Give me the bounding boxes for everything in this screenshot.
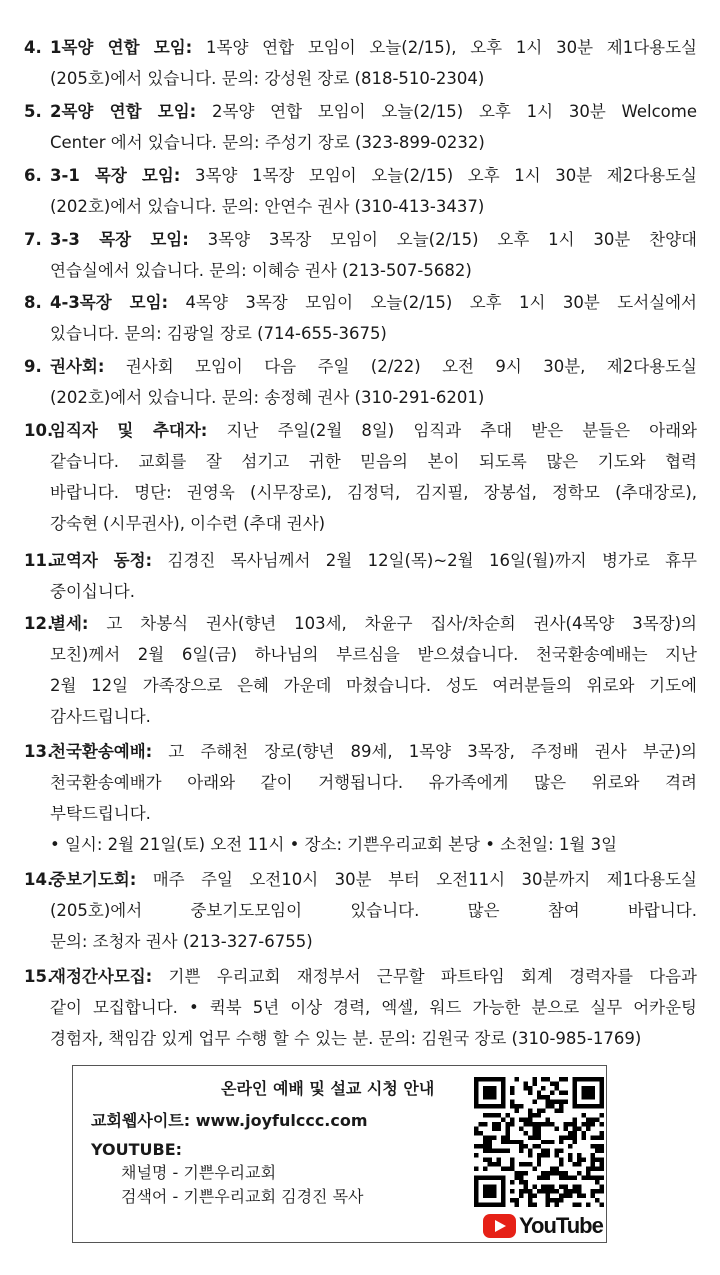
info-box-title: 온라인 예배 및 설교 시청 안내 xyxy=(221,1079,435,1098)
item-text-line xyxy=(50,191,697,222)
item-text: (205호)에서 중보기도모임이 있습니다. 많은 참여 바랍니다. xyxy=(50,901,697,920)
item-text: 고 주해천 장로(향년 89세, 1목양 3목장, 주정배 권사 부군)의 xyxy=(152,742,697,761)
item-text-line xyxy=(50,477,697,508)
item-number: 8. xyxy=(24,293,42,312)
item-text-line xyxy=(50,318,697,349)
item-text: 고 차봉식 권사(향년 103세, 차윤구 집사/차순희 권사(4목양 3목장)의 xyxy=(88,614,697,633)
item-heading: 2목양 연합 모임: xyxy=(50,102,197,121)
item-text: 바랍니다. 명단: 권영욱 (시무장로), 김정덕, 김지필, 장봉섭, 정학모 (추대장로), xyxy=(50,483,697,502)
youtube-logo-icon[interactable] xyxy=(483,1213,603,1239)
item-number: 9. xyxy=(24,357,42,376)
item-text-line xyxy=(50,287,697,318)
item-text: 1목양 연합 모임이 오늘(2/15), 오후 1시 30분 제1다용도실 xyxy=(192,38,697,57)
item-text-line xyxy=(50,224,697,255)
item-number: 7. xyxy=(24,230,42,249)
item-text-line xyxy=(50,736,697,767)
item-text-line xyxy=(50,639,697,670)
item-text: 같습니다. 교회를 잘 섬기고 귀한 믿음의 본이 되도록 많은 기도와 협력 xyxy=(50,452,697,471)
item-text-line xyxy=(50,127,697,158)
item-heading: 재정간사모집: xyxy=(50,967,153,986)
item-text: 2월 12일 가족장으로 은혜 가운데 마쳤습니다. 성도 여러분들의 위로와 기도에 xyxy=(50,676,697,695)
item-heading: 3-3 목장 모임: xyxy=(50,230,189,249)
item-text: 있습니다. 문의: 김광일 장로 (714-655-3675) xyxy=(50,324,387,343)
item-text-line xyxy=(50,701,697,732)
item-text-line xyxy=(50,961,697,992)
item-text: • 일시: 2월 21일(토) 오전 11시 • 장소: 기쁜우리교회 본당 • 소천일: 1월 3일 xyxy=(50,835,618,854)
youtube-channel-name: 채널명 - 기쁜우리교회 xyxy=(121,1163,277,1182)
item-number: 6. xyxy=(24,166,42,185)
item-number: 15. xyxy=(24,967,54,986)
item-heading: 중보기도회: xyxy=(50,870,137,889)
item-text: 4목양 3목장 모임이 오늘(2/15) 오후 1시 30분 도서실에서 xyxy=(168,293,697,312)
item-text-line xyxy=(50,96,697,127)
item-text: 강숙현 (시무권사), 이수련 (추대 권사) xyxy=(50,514,326,533)
item-text-line xyxy=(50,545,697,576)
item-text-line xyxy=(50,798,697,829)
youtube-wordmark: YouTube xyxy=(519,1213,603,1238)
item-text: (202호)에서 있습니다. 문의: 송정혜 권사 (310-291-6201) xyxy=(50,388,485,407)
item-heading: 권사회: xyxy=(50,357,105,376)
item-text-line xyxy=(50,255,697,286)
item-number: 10. xyxy=(24,421,54,440)
item-text: 같이 모집합니다. • 퀵북 5년 이상 경력, 엑셀, 워드 가능한 분으로 실무 어카운팅 xyxy=(50,998,697,1017)
item-text-line xyxy=(50,508,697,539)
item-text-line xyxy=(50,160,697,191)
item-text: 연습실에서 있습니다. 문의: 이혜승 권사 (213-507-5682) xyxy=(50,261,472,280)
item-text-line xyxy=(50,767,697,798)
item-heading: 3-1 목장 모임: xyxy=(50,166,181,185)
item-text: 매주 주일 오전10시 30분 부터 오전11시 30분까지 제1다용도실 xyxy=(136,870,697,889)
item-text: 천국환송예배가 아래와 같이 거행됩니다. 유가족에게 많은 위로와 격려 xyxy=(50,773,697,792)
item-text: 경험자, 책임감 있게 업무 수행 할 수 있는 분. 문의: 김원국 장로 (310-985-1769) xyxy=(50,1029,642,1048)
item-text: 3목양 3목장 모임이 오늘(2/15) 오후 1시 30분 찬양대 xyxy=(188,230,697,249)
item-text: 김경진 목사님께서 2월 12일(목)~2월 16일(월)까지 병가로 휴무 xyxy=(152,551,697,570)
item-text: (202호)에서 있습니다. 문의: 안연수 권사 (310-413-3437) xyxy=(50,197,485,216)
youtube-label: YOUTUBE: xyxy=(91,1140,183,1159)
item-text: 기쁜 우리교회 재정부서 근무할 파트타임 회계 경력자를 다음과 xyxy=(152,967,697,986)
item-text: 중이십니다. xyxy=(50,582,135,601)
item-text: 모친)께서 2월 6일(금) 하나님의 부르심을 받으셨습니다. 천국환송예배는 지난 xyxy=(50,645,697,664)
item-heading: 4-3목장 모임: xyxy=(50,293,169,312)
church-website[interactable]: 교회웹사이트: www.joyfulccc.com xyxy=(91,1111,368,1130)
item-number: 5. xyxy=(24,102,42,121)
item-text-line xyxy=(50,864,697,895)
item-number: 13. xyxy=(24,742,54,761)
item-number: 14. xyxy=(24,870,54,889)
item-text-line xyxy=(50,992,697,1023)
item-text: 부탁드립니다. xyxy=(50,804,151,823)
item-text-line xyxy=(50,32,697,63)
item-text: 문의: 조청자 권사 (213-327-6755) xyxy=(50,932,313,951)
item-text: 권사회 모임이 다음 주일 (2/22) 오전 9시 30분, 제2다용도실 xyxy=(104,357,697,376)
item-text: 3목양 1목장 모임이 오늘(2/15) 오후 1시 30분 제2다용도실 xyxy=(180,166,697,185)
item-text: 2목양 연합 모임이 오늘(2/15) 오후 1시 30분 Welcome xyxy=(196,102,697,121)
item-text: 감사드립니다. xyxy=(50,707,151,726)
item-number: 11. xyxy=(24,551,54,570)
youtube-play-icon xyxy=(483,1214,516,1238)
item-text-line xyxy=(50,1023,697,1054)
item-text-line xyxy=(50,63,697,94)
item-text: Center 에서 있습니다. 문의: 주성기 장로 (323-899-0232) xyxy=(50,133,485,152)
item-heading: 천국환송예배: xyxy=(50,742,153,761)
item-text: (205호)에서 있습니다. 문의: 강성원 장로 (818-510-2304) xyxy=(50,69,485,88)
item-heading: 교역자 동정: xyxy=(50,551,153,570)
item-text-line xyxy=(50,576,697,607)
online-worship-info-box xyxy=(72,1065,607,1243)
item-text: 지난 주일(2월 8일) 임직과 추대 받은 분들은 아래와 xyxy=(207,421,697,440)
item-number: 12. xyxy=(24,614,54,633)
item-heading: 1목양 연합 모임: xyxy=(50,38,193,57)
item-text-line xyxy=(50,670,697,701)
item-text-line xyxy=(50,446,697,477)
item-heading: 임직자 및 추대자: xyxy=(50,421,208,440)
item-heading: 별세: xyxy=(50,614,89,633)
item-text-line xyxy=(50,382,697,413)
item-number: 4. xyxy=(24,38,42,57)
item-text-line xyxy=(50,895,697,926)
item-text-line xyxy=(50,415,697,446)
item-text-line xyxy=(50,926,697,957)
item-text-line xyxy=(50,829,697,860)
qr-code-icon[interactable] xyxy=(474,1077,604,1207)
item-text-line xyxy=(50,608,697,639)
item-text-line xyxy=(50,351,697,382)
youtube-search-term: 검색어 - 기쁜우리교회 김경진 목사 xyxy=(121,1187,364,1206)
